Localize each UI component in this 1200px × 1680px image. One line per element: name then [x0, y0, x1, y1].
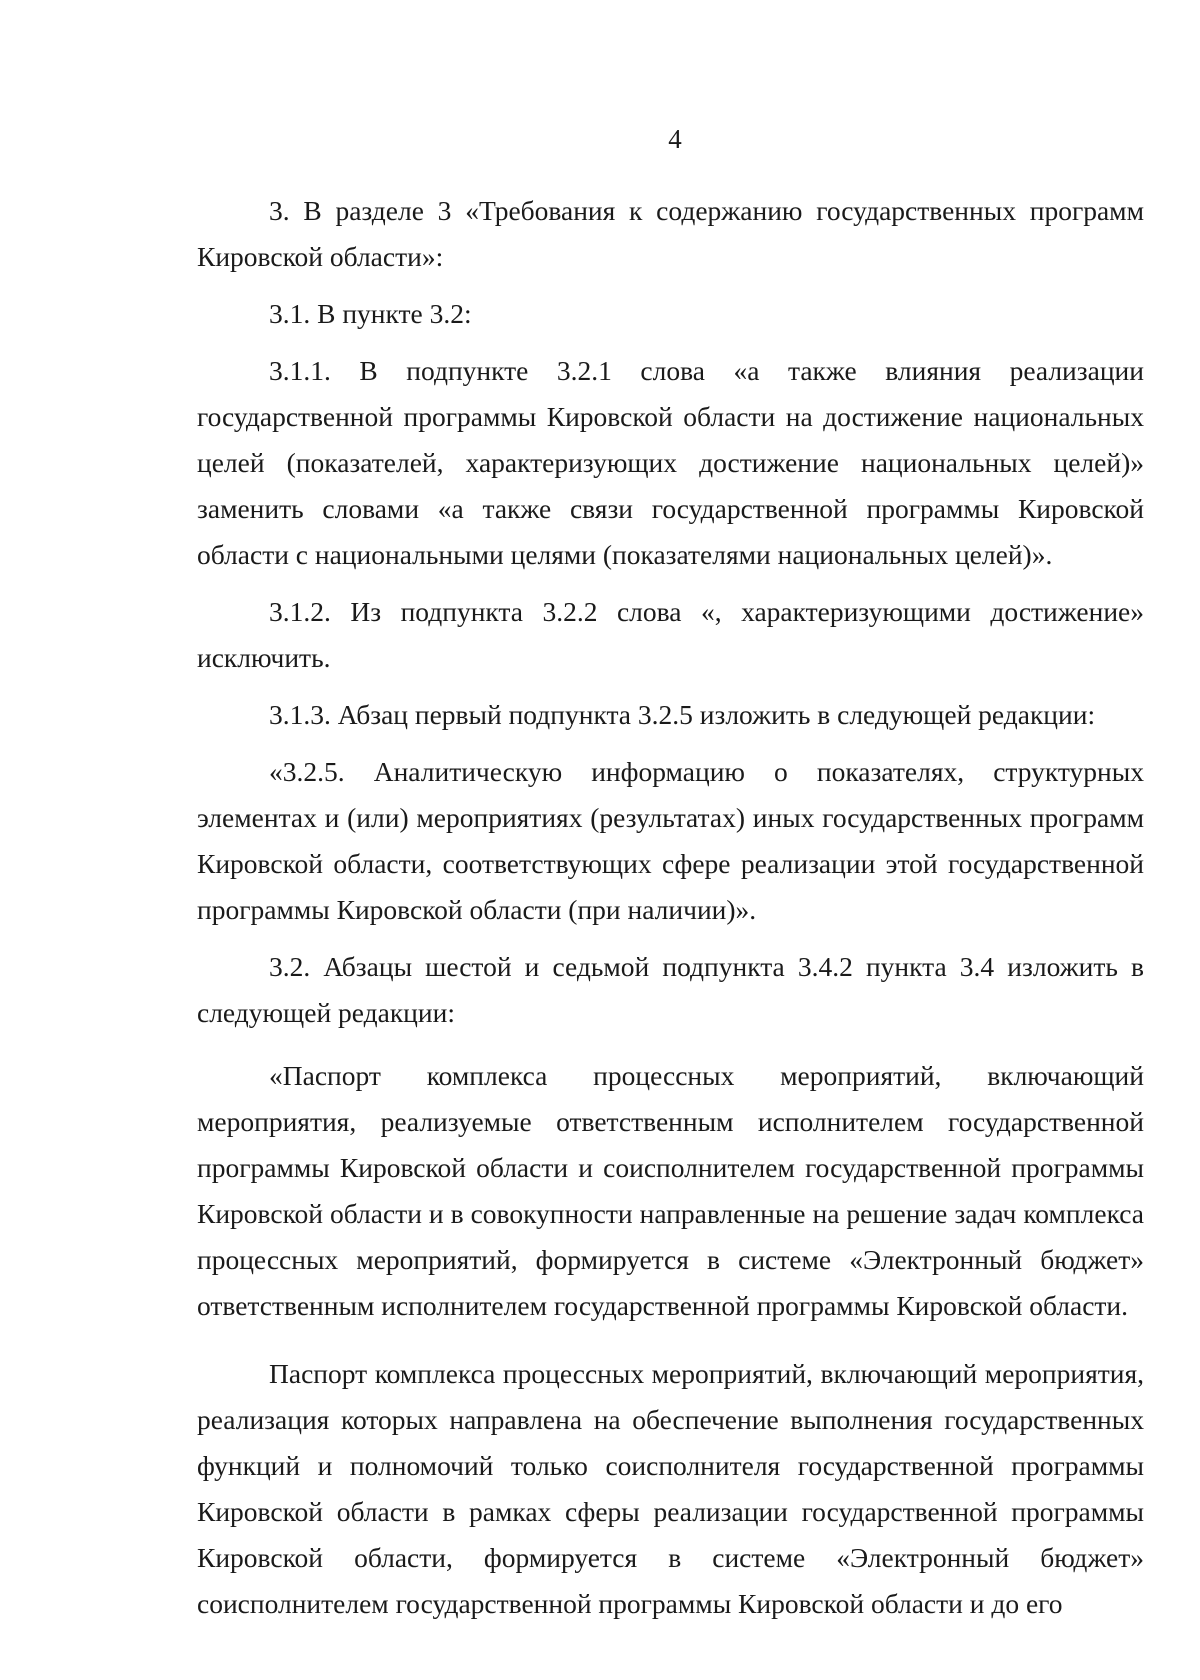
- paragraph-3-1-1: 3.1.1. В подпункте 3.2.1 слова «а также влияния реализации государственной программы Кировской области на достижение национальных целей (показателей, характеризующих достижение национальных целей)» заменить словами «а также связи государственной программы Кировской области с национальными целями (показателями национальных целей)».: [197, 355, 1144, 570]
- paragraph-3-1-3: 3.1.3. Абзац первый подпункта 3.2.5 изложить в следующей редакции:: [269, 699, 1096, 730]
- paragraph-passport-1: «Паспорт комплекса процессных мероприятий, включающий мероприятия, реализуемые ответственным исполнителем государственной программы Кировской области и соисполнителем государственной программы Кировской области и в совокупности направленные на решение задач комплекса процессных мероприятий, формируется в системе «Электронный бюджет» ответственным исполнителем государственной программы Кировской области.: [197, 1060, 1144, 1321]
- paragraph-3-2: 3.2. Абзацы шестой и седьмой подпункта 3.4.2 пункта 3.4 изложить в следующей редакции:: [197, 951, 1144, 1028]
- paragraph-section-3: 3. В разделе 3 «Требования к содержанию государственных программ Кировской области»:: [197, 195, 1144, 272]
- paragraph-3-2-5-quote: «3.2.5. Аналитическую информацию о показателях, структурных элементах и (или) мероприятиях (результатах) иных государственных программ Кировской области, соответствующих сфере реализации этой государственной программы Кировской области (при наличии)».: [197, 756, 1144, 925]
- paragraph-3-1-2: 3.1.2. Из подпункта 3.2.2 слова «, характеризующими достижение» исключить.: [197, 596, 1144, 673]
- page-number: 4: [668, 124, 682, 154]
- paragraph-3-1: 3.1. В пункте 3.2:: [269, 298, 472, 329]
- document-body: [197, 188, 1144, 1627]
- paragraph-passport-2: Паспорт комплекса процессных мероприятий, включающий мероприятия, реализация которых направлена на обеспечение выполнения государственных функций и полномочий только соисполнителя государственной программы Кировской области в рамках сферы реализации государственной программы Кировской области, формируется в системе «Электронный бюджет» соисполнителем государственной программы Кировской области и до его: [197, 1358, 1144, 1619]
